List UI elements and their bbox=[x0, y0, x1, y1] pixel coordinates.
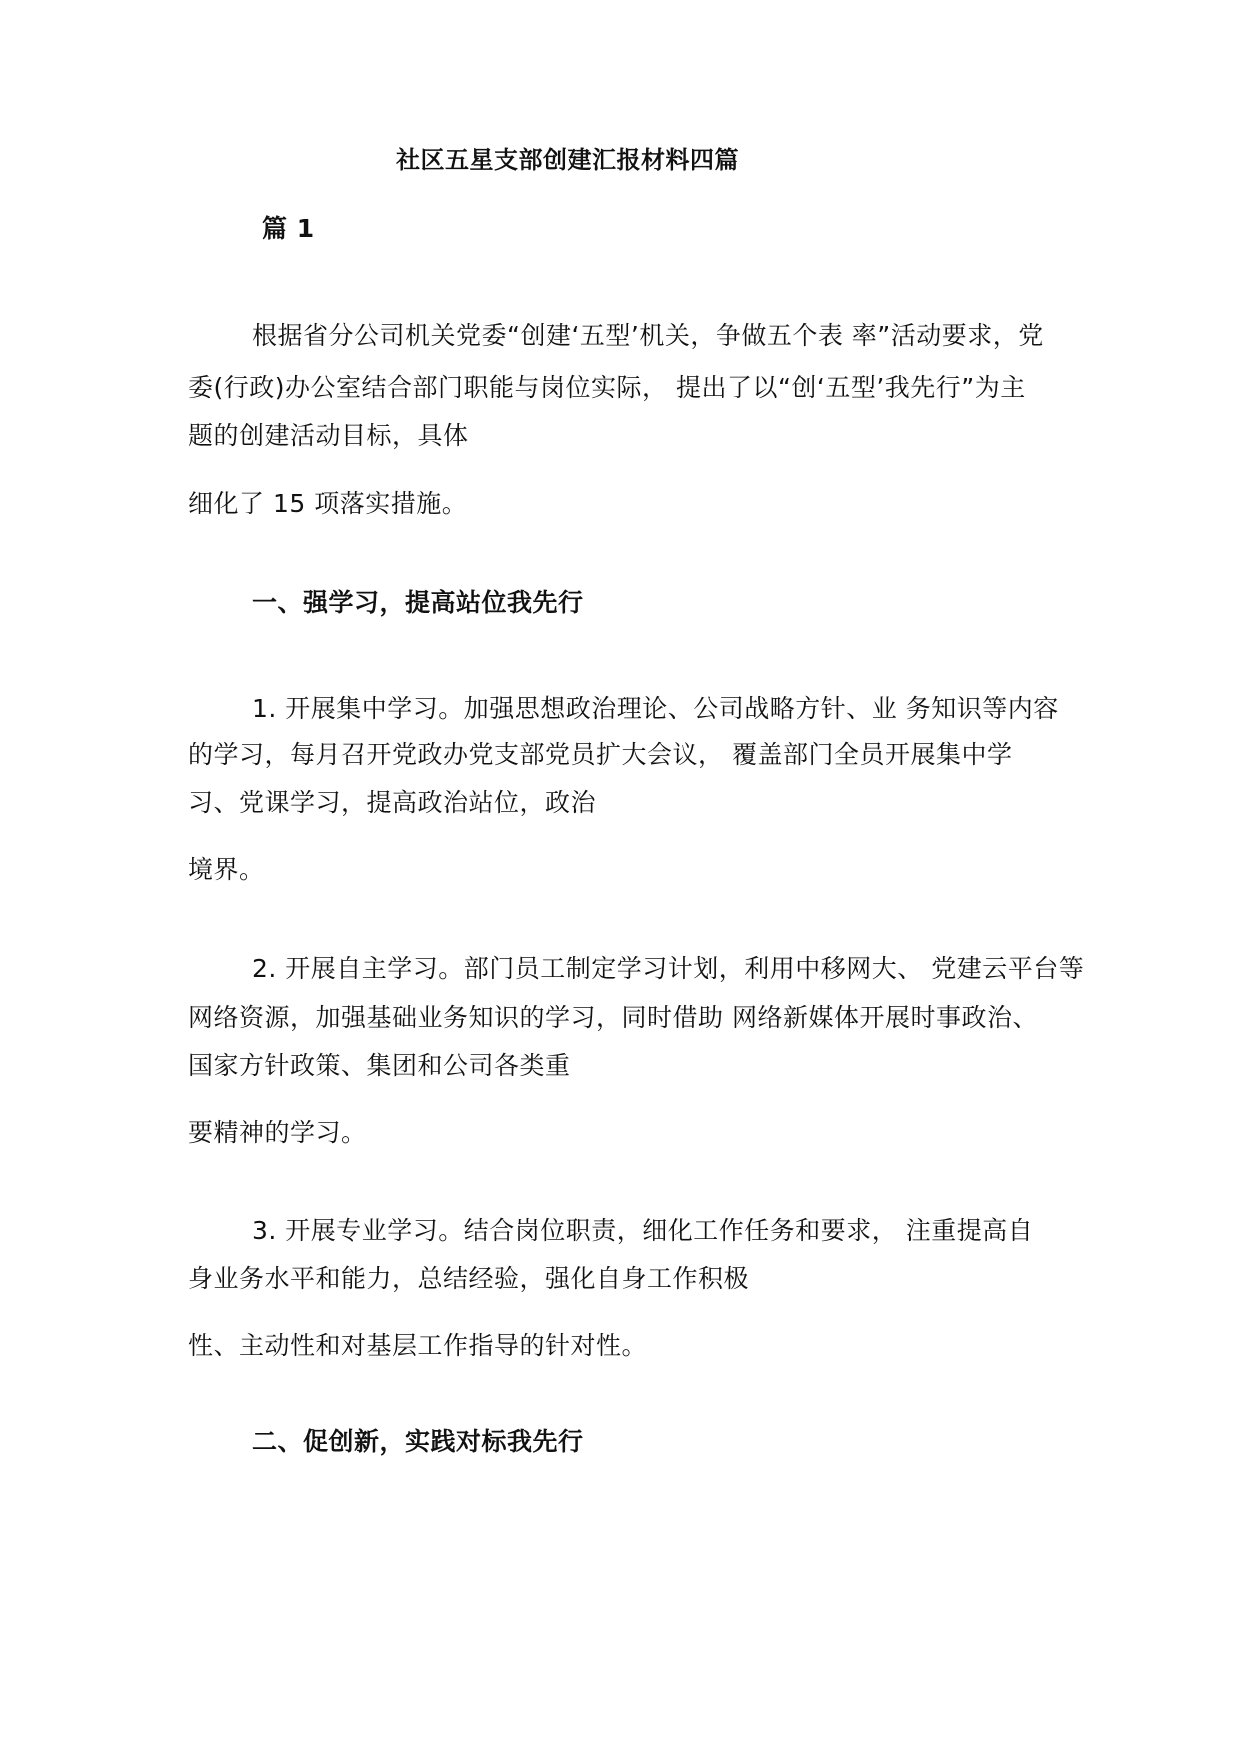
paragraph-line: 身业务水平和能力，总结经验，强化自身工作积极 bbox=[188, 1264, 750, 1293]
paragraph-line: 1. 开展集中学习。加强思想政治理论、公司战略方针、业 务知识等内容 bbox=[252, 694, 1059, 723]
paragraph-line: 国家方针政策、集团和公司各类重 bbox=[188, 1051, 571, 1080]
paragraph-line: 题的创建活动目标，具体 bbox=[188, 421, 469, 450]
paragraph-line: 的学习，每月召开党政办党支部党员扩大会议， 覆盖部门全员开展集中学 bbox=[188, 740, 1013, 769]
paragraph-line: 细化了 15 项落实措施。 bbox=[188, 489, 468, 518]
paragraph-line: 根据省分公司机关党委“创建‘五型’机关，争做五个表 率”活动要求，党 bbox=[252, 321, 1044, 350]
document-title: 社区五星支部创建汇报材料四篇 bbox=[396, 146, 739, 174]
paragraph-line: 2. 开展自主学习。部门员工制定学习计划，利用中移网大、 党建云平台等 bbox=[252, 954, 1085, 983]
paragraph-line: 要精神的学习。 bbox=[188, 1118, 367, 1147]
paragraph-line: 网络资源，加强基础业务知识的学习，同时借助 网络新媒体开展时事政治、 bbox=[188, 1003, 1038, 1032]
paragraph-line: 性、主动性和对基层工作指导的针对性。 bbox=[188, 1331, 648, 1360]
section-heading: 二、促创新，实践对标我先行 bbox=[252, 1427, 584, 1456]
paragraph-line: 境界。 bbox=[188, 855, 265, 884]
paragraph-line: 委(行政)办公室结合部门职能与岗位实际， 提出了以“创‘五型’我先行”为主 bbox=[188, 373, 1026, 402]
paragraph-line: 3. 开展专业学习。结合岗位职责，细化工作任务和要求， 注重提高自 bbox=[252, 1216, 1034, 1245]
chapter-label: 篇 1 bbox=[262, 214, 315, 243]
section-heading: 一、强学习，提高站位我先行 bbox=[252, 588, 584, 617]
paragraph-line: 习、党课学习，提高政治站位，政治 bbox=[188, 788, 597, 817]
